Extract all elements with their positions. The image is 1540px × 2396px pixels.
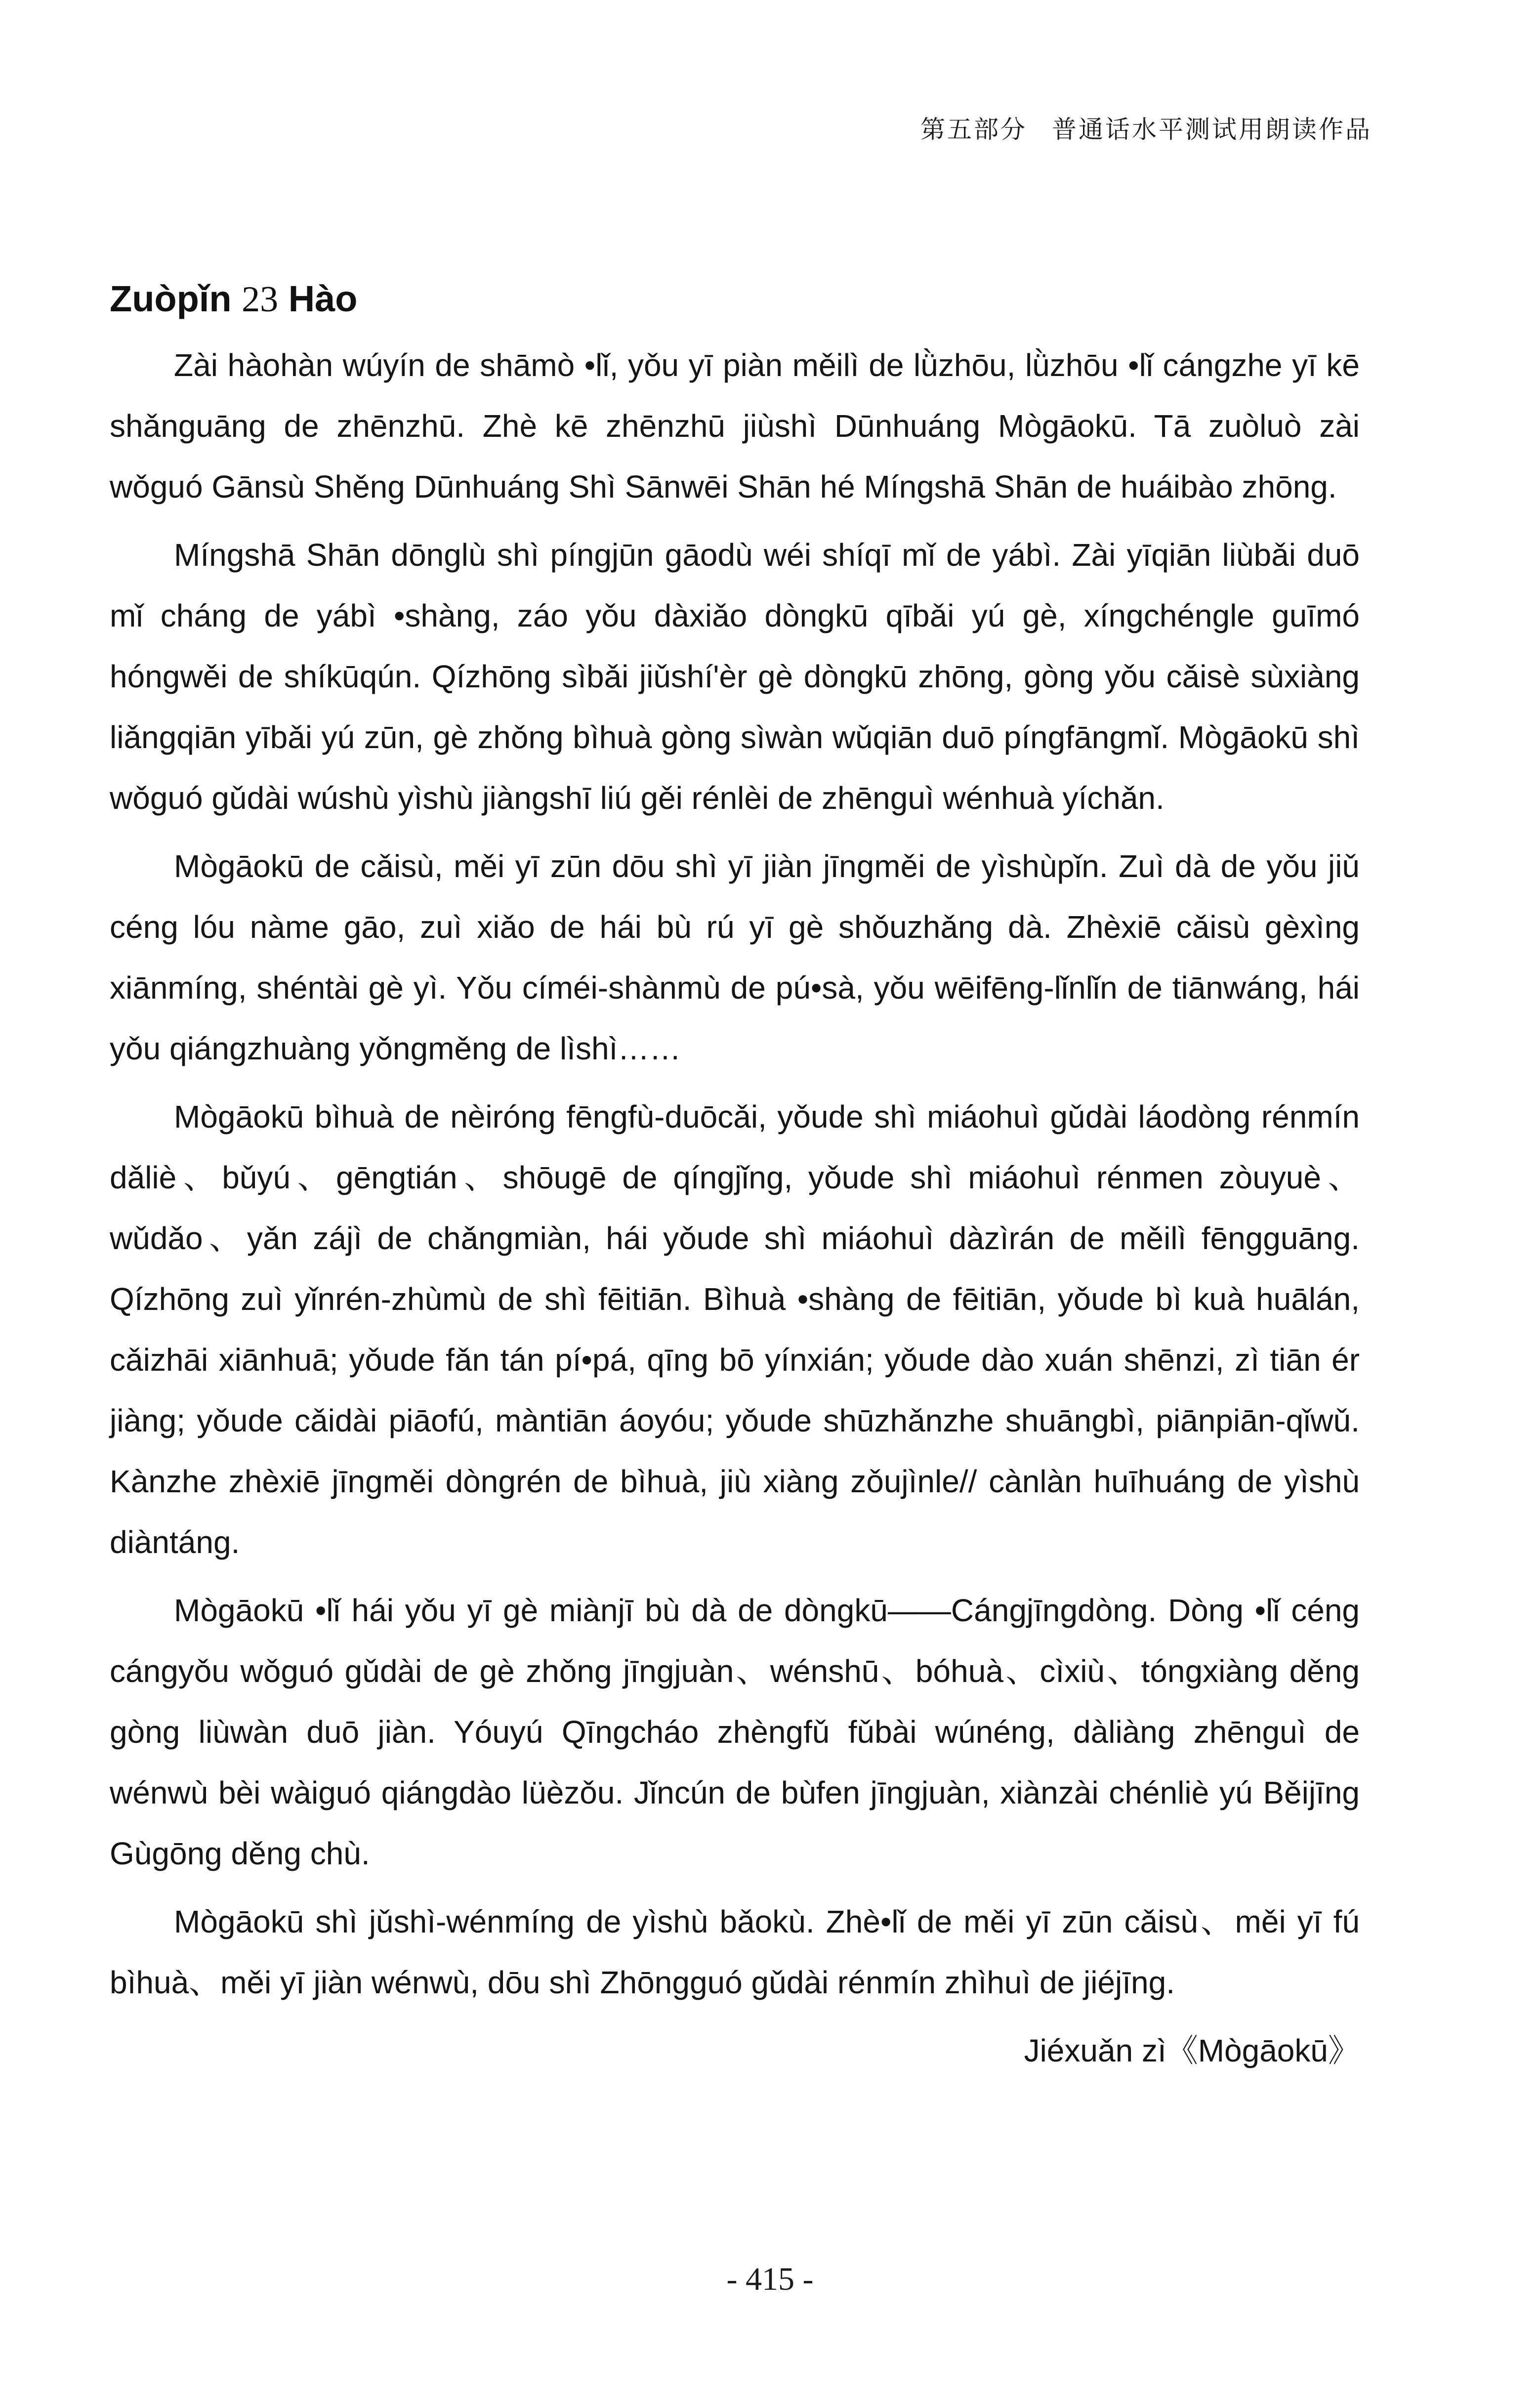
work-title-suffix: Hào [288,278,358,319]
main-content [110,274,1360,2081]
paragraph-1: Zài hàohàn wúyín de shāmò •lǐ, yǒu yī piàn měilì de lǜzhōu, lǜzhōu •lǐ cángzhe yī kē shǎnguāng de zhēnzhū. Zhè kē zhēnzhū jiùshì Dūnhuáng Mògāokū. Tā zuòluò zài wǒguó Gānsù Shěng Dūnhuáng Shì Sānwēi Shān hé Míngshā Shān de huáibào zhōng. [110,347,1360,504]
paragraph-3: Mògāokū de cǎisù, měi yī zūn dōu shì yī jiàn jīngměi de yìshùpǐn. Zuì dà de yǒu jiǔ céng lóu nàme gāo, zuì xiǎo de hái bù rú yī gè shǒuzhǎng dà. Zhèxiē cǎisù gèxìng xiānmíng, shéntài gè yì. Yǒu címéi-shànmù de pú•sà, yǒu wēifēng-lǐnlǐn de tiānwáng, hái yǒu qiángzhuàng yǒngměng de lìshì…… [110,848,1360,1066]
paragraph-4: Mògāokū bìhuà de nèiróng fēngfù-duōcǎi, yǒude shì miáohuì gǔdài láodòng rénmín dǎliè、bǔyú、gēngtián、shōugē de qíngjǐng, yǒude shì miáohuì rénmen zòuyuè、wǔdǎo、yǎn zájì de chǎngmiàn, hái yǒude shì miáohuì dàzìrán de měilì fēngguāng. Qízhōng zuì yǐnrén-zhùmù de shì fēitiān. Bìhuà •shàng de fēitiān, yǒude bì kuà huālán, cǎizhāi xiānhuā; yǒude fǎn tán pí•pá, qīng bō yínxián; yǒude dào xuán shēnzi, zì tiān ér jiàng; yǒude cǎidài piāofú, màntiān áoyóu; yǒude shūzhǎnzhe shuāngbì, piānpiān-qǐwǔ. Kànzhe zhèxiē jīngměi dòngrén de bìhuà, jiù xiàng zǒujìnle// cànlàn huīhuáng de yìshù diàntáng. [110,1099,1360,1560]
paragraph-6: Mògāokū shì jǔshì-wénmíng de yìshù bǎokù. Zhè•lǐ de měi yī zūn cǎisù、měi yī fú bìhuà、měi yī jiàn wénwù, dōu shì Zhōngguó gǔdài rénmín zhìhuì de jiéjīng. [110,1904,1360,2000]
page-number: - 415 - [726,2261,814,2297]
work-title-number: 23 [242,279,279,320]
source-attribution: Jiéxuǎn zì《Mògāokū》 [1024,2033,1360,2068]
paragraph-5: Mògāokū •lǐ hái yǒu yī gè miànjī bù dà de dòngkū——Cángjīngdòng. Dòng •lǐ céng cángyǒu wǒguó gǔdài de gè zhǒng jīngjuàn、wénshū、bóhuà、cìxiù、tóngxiàng děng gòng liùwàn duō jiàn. Yóuyú Qīngcháo zhèngfǔ fǔbài wúnéng, dàliàng zhēnguì de wénwù bèi wàiguó qiángdào lüèzǒu. Jǐncún de bùfen jīngjuàn, xiànzài chénliè yú Běijīng Gùgōng děng chù. [110,1593,1360,1871]
header-section: 第五部分 [920,115,1027,144]
work-title [110,274,1360,324]
work-title-prefix: Zuòpǐn [110,278,232,319]
running-header [920,110,1372,145]
paragraph-2: Míngshā Shān dōnglù shì píngjūn gāodù wéi shíqī mǐ de yábì. Zài yīqiān liùbǎi duō mǐ cháng de yábì •shàng, záo yǒu dàxiǎo dòngkū qībǎi yú gè, xíngchéngle guīmó hóngwěi de shíkūqún. Qízhōng sìbǎi jiǔshí'èr gè dòngkū zhōng, gòng yǒu cǎisè sùxiàng liǎngqiān yībǎi yú zūn, gè zhǒng bìhuà gòng sìwàn wǔqiān duō píngfāngmǐ. Mògāokū shì wǒguó gǔdài wúshù yìshù jiàngshī liú gěi rénlèi de zhēnguì wénhuà yíchǎn. [110,537,1360,816]
header-title: 普通话水平测试用朗读作品 [1052,115,1372,144]
